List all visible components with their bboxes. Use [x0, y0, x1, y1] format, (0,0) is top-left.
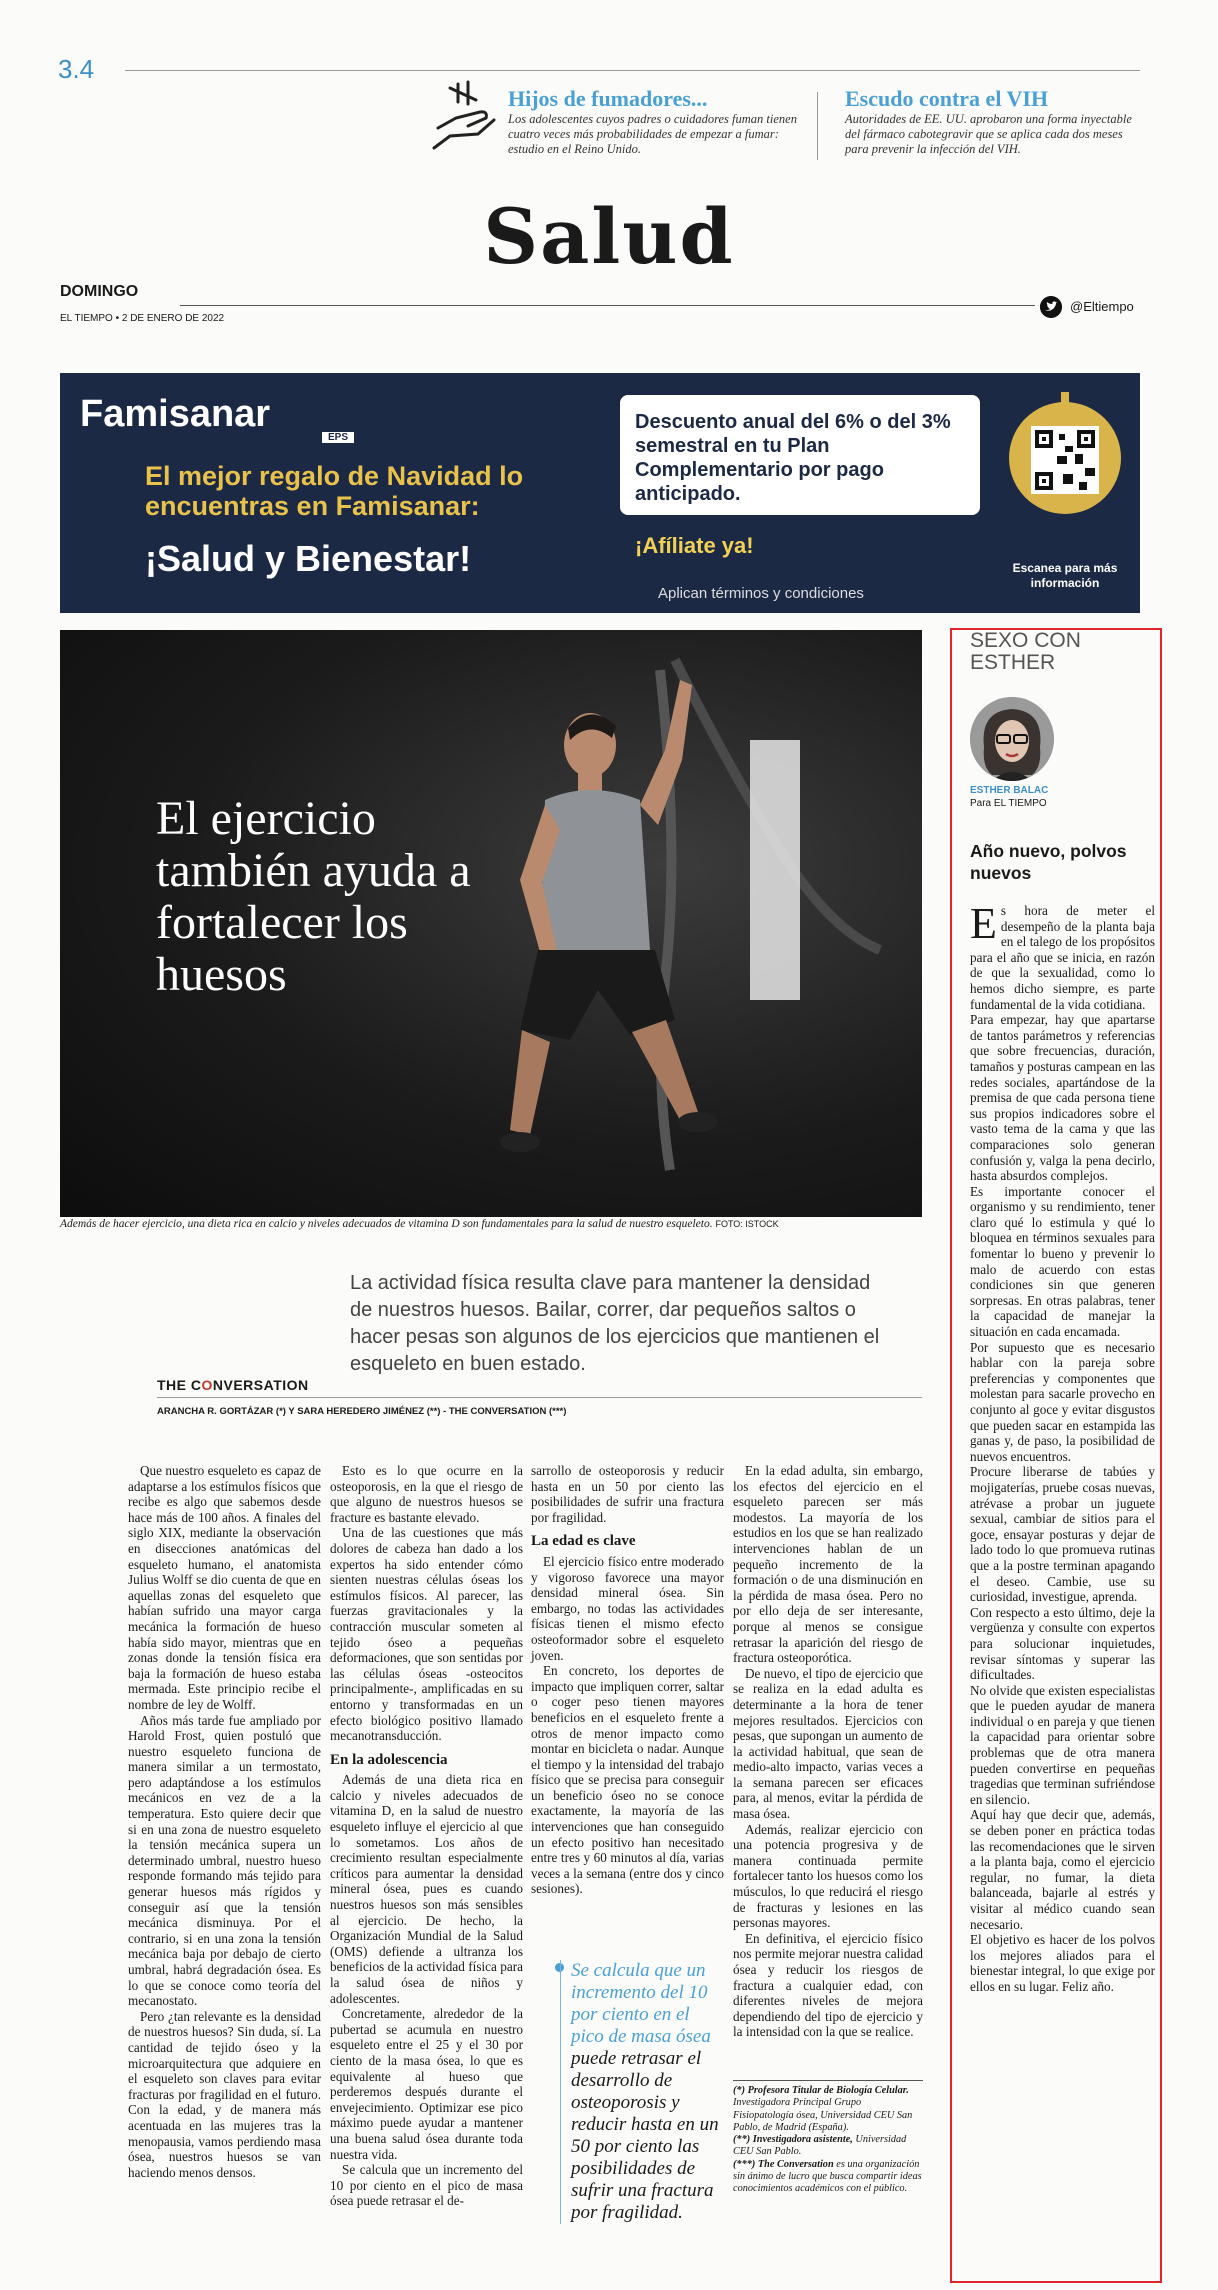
ad-cta: ¡Afíliate ya! — [635, 533, 754, 558]
qr-ornament-icon — [1005, 388, 1125, 518]
paragraph: En concreto, los deportes de impacto que impliquen correr, saltar o coger peso tienen mayores beneficios en el esqueleto frente a otros de menor impacto como montar en bicicleta o nadar. Aunque el tiempo y la intensidad del trabajo físico que se precisa para conseguir un beneficio óseo no se conoce exactamente, la mayoría de las intervenciones que han conseguido un efecto positivo han necesitado entre tres y 60 minutos al día, varias veces a la semana (entre dos y cinco sesiones). — [531, 1663, 724, 1897]
ad-discount-text: Descuento anual del 6% o del 3% semestral en tu Plan Complementario por pago anticipado. — [635, 411, 951, 505]
dateline: EL TIEMPO • 2 DE ENERO DE 2022 — [60, 313, 225, 324]
the-conversation-logo: THE CONVERSATION — [157, 1377, 309, 1393]
article-headline: El ejercicio también ayuda a fortalecer los huesos — [156, 792, 471, 1001]
caption-text: Además de hacer ejercicio, una dieta rica en calcio y niveles adecuados de vitamina D son fundamentales para la salud de nuestro esqueleto. — [60, 1218, 713, 1230]
paragraph: Pero ¿tan relevante es la densidad de nuestros huesos? Sin duda, sí. La cantidad de tejido óseo y la microarquitectura que adquiere en el esqueleto son claves para evitar fracturas por fragilidad en el futuro. Con la edad, y de manera más acentuada en las mujeres tras la menopausia, vamos perdiendo masa ósea, nuestros huesos se van haciendo menos densos. — [128, 2008, 321, 2180]
pullquote-rest: puede retrasar el desarrollo de osteoporosis y reducir hasta en un 50 por ciento las posibilidades de sufrir una fractura por fragilidad. — [571, 2048, 719, 2223]
dropcap: E — [970, 899, 997, 948]
paragraph: Es importante conocer el organismo y su rendimiento, tener claro qué lo estimula y qué lo bloquea en términos sexuales para fomentar lo bueno y prevenir lo malo de acuerdo con estas condiciones sin que generen sorpresas. En otras palabras, tener la capacidad de manejar la situación en cada encamada. — [970, 1183, 1155, 1340]
ad-brand-sub: EPS — [322, 432, 354, 443]
day-label: DOMINGO — [60, 283, 139, 300]
subheading: En la adolescencia — [330, 1751, 448, 1768]
ad-scan-text: Escanea para más información — [1012, 561, 1118, 590]
dateline-rule — [180, 305, 1035, 306]
no-smoking-hand-icon — [428, 78, 500, 158]
article-column-4 — [733, 1463, 923, 2040]
paragraph: Años más tarde fue ampliado por Harold Frost, quien postuló que nuestro esqueleto funciona de manera similar a un termostato, pero adaptándose a los estímulos mecánicos en vez de a la temperatura. Esto quiere decir que si en una zona de nuestro esqueleto la tensión mecánica supera un determinado umbral, nuestro hueso responde formando más tejido para generar huesos más rígidos y conseguir así que la tensión mecánica disminuya. Por el contrario, si en una zona la tensión mecánica baja por debajo de cierto umbral, habrá degradación ósea. Es lo que se conoce como teoría del mecanostato. — [128, 1712, 321, 2009]
sidebar-body — [970, 899, 1155, 1995]
paragraph: En la edad adulta, sin embargo, los efectos del ejercicio en el esqueleto parecen ser más modestos. La mayoría de los estudios en los que se han realizado intervenciones hablan de un pequeño incremento de la formación o de una disminución en la pérdida de masa ósea. Pero no por ello deja de ser interesante, porque al menos se consigue retrasar la aparición del riesgo de fractura osteoporótica. — [733, 1463, 923, 1666]
byline: ARANCHA R. GORTÁZAR (*) Y SARA HEREDERO JIMÉNEZ (**) - THE CONVERSATION (***) — [157, 1406, 567, 1417]
paragraph: Además de una dieta rica en calcio y niveles adecuados de vitamina D, en la salud de nuestro esqueleto influye el ejercicio al que lo sometamos. Los años de crecimiento resultan especialmente críticos para aumentar la densidad mineral ósea, pues es cuando nuestros huesos son más sensibles al ejercicio. De hecho, la Organización Mundial de la Salud (OMS) defiende a ultranza los beneficios de la actividad física para la salud ósea de niños y adolescentes. — [330, 1772, 523, 2006]
twitter-icon[interactable] — [1040, 296, 1062, 318]
pullquote-highlight: Se calcula que un incremento del 10 por ciento en el pico de masa ósea — [571, 1960, 711, 2047]
paragraph: Con respecto a esto último, deje la vergüenza y consulte con expertos para solucionar inquietudes, revisar síntomas y superar las dificultades. — [970, 1604, 1155, 1683]
paragraph: Procure liberarse de tabúes y mojigaterías, pruebe cosas nuevas, atrévase a probar un juguete sexual, cambiar de sitios para el goce, ensayar posturas y dejar de lado todo lo que promueva rutinas que a la postre terminan apagando el deseo. Cambie, use su curiosidad, investigue, aprenda. — [970, 1464, 1155, 1605]
page-number: 3.4 — [58, 54, 95, 84]
top-rule — [125, 70, 1140, 71]
paragraph: No olvide que existen especialistas que le pueden ayudar de manera individual o en pareja y que tienen la capacidad para orientar sobre problemas que de otra manera pueden convertirse en pequeñas tragedias que terminan sufriéndose en silencio. — [970, 1682, 1155, 1807]
teaser-divider — [817, 92, 818, 160]
ad-terms: Aplican términos y condiciones — [658, 585, 864, 602]
paragraph: De nuevo, el tipo de ejercicio que se realiza en la edad adulta es determinante a la hora de tener mejores resultados. Ejercicios con pesas, que supongan un aumento de la actividad habitual, que sean de medio-alto impacto, varias veces a la semana parecen ser eficaces para, al menos, evitar la pérdida de masa ósea. — [733, 1665, 923, 1822]
credits-rule — [733, 2080, 923, 2081]
teaser-body: Los adolescentes cuyos padres o cuidadores fuman tienen cuatro veces más probabilidades de empezar a fumar: estudio en el Reino Unido. — [508, 112, 797, 156]
paragraph: En definitiva, el ejercicio físico nos permite mejorar nuestra calidad ósea y reducir los riesgos de fractura a cualquier edad, con diferentes niveles de mejora dependiendo del tipo de ejercicio y la intensidad con la que se realice. — [733, 1930, 923, 2040]
article-column-3 — [531, 1463, 724, 1897]
sidebar-publication: Para EL TIEMPO — [970, 798, 1047, 809]
author-credits — [733, 2085, 923, 2196]
section-title: Salud — [483, 192, 735, 281]
article-column-1 — [128, 1463, 321, 2180]
athlete-with-ropes-image — [450, 650, 900, 1217]
ad-gift-text: El mejor regalo de Navidad lo encuentras en Famisanar: — [145, 461, 524, 521]
paragraph: Se calcula que un incremento del 10 por ciento en el pico de masa ósea puede retrasar el de- — [330, 2162, 523, 2209]
paragraph: Concretamente, alrededor de la pubertad se acumula en nuestro esqueleto entre el 25 y el 30 por ciento de la masa ósea, lo que es equivalente al hueso que perderemos después durante el envejecimiento. Optimizar ese pico máximo puede ayudar a mantener una buena salud ósea durante toda nuestra vida. — [330, 2006, 523, 2162]
paragraph: El objetivo es hacer de los polvos los mejores aliados para el bienestar integral, lo que exige por ellos en su lugar. Feliz año. — [970, 1932, 1155, 1994]
photo-credit: FOTO: ISTOCK — [715, 1219, 779, 1229]
famisanar-ad[interactable] — [60, 373, 1140, 613]
teaser-hiv[interactable] — [845, 86, 1145, 157]
byline-rule — [157, 1397, 922, 1398]
paragraph: El ejercicio físico entre moderado y vigoroso favorece una mayor densidad mineral ósea. Sin embargo, no todas las actividades físicas tienen el mismo efecto osteoformador sobre el esqueleto joven. — [531, 1553, 724, 1663]
article-column-2 — [330, 1463, 523, 2209]
paragraph: sarrollo de osteoporosis y reducir hasta en un 50 por ciento las posibilidades de sufrir una fractura por fragilidad. — [531, 1463, 724, 1525]
hero-photo — [60, 630, 922, 1217]
paragraph: Para empezar, hay que apartarse de tantos parámetros y referencias que sobre frecuencias, duración, tamaños y posturas campean en las redes sociales, apartándose de la premisa de que cada persona tiene sus propios indicadores sobre el vasto tema de la cama y que las comparaciones solo generan confusión y, valga la pena decirlo, hasta absurdos complejos. — [970, 1012, 1155, 1184]
sidebar-author: ESTHER BALAC — [970, 785, 1049, 796]
pullquote — [560, 1960, 725, 2224]
paragraph: Esto es lo que ocurre en la osteoporosis, en la que el riesgo de que alguno de nuestros huesos se fracture es bastante elevado. — [330, 1463, 523, 1525]
author-avatar — [970, 697, 1054, 781]
credit-line: (**) Investigadora asistente, Universidad CEU San Pablo. — [733, 2134, 907, 2158]
ad-slogan: ¡Salud y Bienestar! — [145, 538, 472, 579]
teaser-body: Autoridades de EE. UU. aprobaron una forma inyectable del fármaco cabotegravir que se aplica cada dos meses para prevenir la infección del VIH. — [845, 112, 1132, 156]
credit-line: (***) The Conversation es una organización sin ánimo de lucro que busca compartir ideas conocimientos académicos con el público. — [733, 2158, 922, 2195]
photo-caption — [60, 1218, 930, 1230]
teaser-smokers[interactable] — [508, 86, 798, 157]
ad-brand: Famisanar — [80, 393, 271, 435]
sidebar-kicker: SEXO CON ESTHER — [970, 629, 1081, 674]
credit-line: (*) Profesora Titular de Biología Celular. Investigadora Principal Grupo Fisiopatología ósea, Universidad CEU San Pablo, de Madrid (España). — [733, 2085, 913, 2133]
paragraph: s hora de meter el desempeño de la planta baja en el talego de los propósitos para el año que se inicia, en razón de que la sexualidad, como lo hemos dicho siempre, es parte fundamental de la vida cotidiana. — [970, 903, 1155, 1012]
subheading: La edad es clave — [531, 1533, 636, 1550]
paragraph: Además, realizar ejercicio con una potencia progresiva y de manera continuada permite fortalecer tanto los huesos como los músculos, lo que reducirá el riesgo de fracturas y lesiones en las personas mayores. — [733, 1821, 923, 1931]
article-lead: La actividad física resulta clave para mantener la densidad de nuestros huesos. Bailar, correr, dar pequeños saltos o hacer pesas son algunos de los ejercicios que mantienen el esqueleto en buen estado. — [350, 1272, 880, 1375]
paragraph: Aquí hay que decir que, además, se deben poner en práctica todas las recomendaciones que le sirven a la planta baja, como el ejercicio regular, no fumar, la dieta balanceada, bajarle al estrés y visitar al médico cuando sean necesario. — [970, 1807, 1155, 1932]
twitter-handle[interactable]: @Eltiempo — [1070, 299, 1134, 314]
teaser-title: Escudo contra el VIH — [845, 86, 1049, 111]
teaser-title: Hijos de fumadores... — [508, 86, 708, 111]
paragraph: Una de las cuestiones que más dolores de cabeza han dado a los expertos ha sido entender cómo sienten nuestras células óseas los estímulos físicos. Al parecer, las fuerzas gravitacionales y la contracción muscular someten al tejido óseo a pequeñas deformaciones, que son sentidas por las células óseas -osteocitos principalmente-, amplificadas en su entorno y transformadas en un efecto biológico positivo llamado mecanotransducción. — [330, 1525, 523, 1744]
paragraph: Por supuesto que es necesario hablar con la pareja sobre preferencias y componentes que molestan para sacarle provecho en conjunto al goce y evitar disgustos que pueden sacar en estampida las ganas y, de paso, la posibilidad de nuevos encuentros. — [970, 1339, 1155, 1464]
paragraph: Que nuestro esqueleto es capaz de adaptarse a los estímulos físicos que recibe es algo que sabemos desde hace más de 100 años. A finales del siglo XIX, mediante la observación en disecciones anatómicas del esqueleto humano, el anatomista Julius Wolff se dio cuenta de que en aquellas zonas del esqueleto que habían sufrido una mayor carga mecánica la formación de hueso había sido mayor, mientras que en zonas donde la tensión física era baja la formación de hueso estaba mermada. Este principio recibe el nombre de ley de Wolff. — [128, 1463, 321, 1712]
sidebar-title: Año nuevo, polvos nuevos — [970, 841, 1127, 883]
